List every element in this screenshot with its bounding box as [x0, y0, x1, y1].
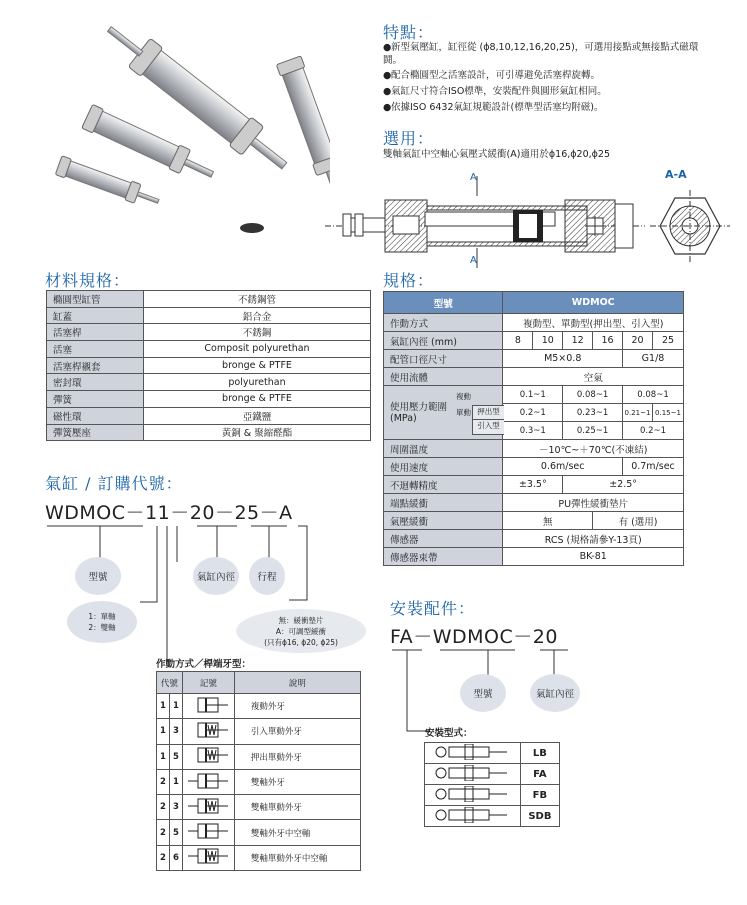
table-row [47, 341, 371, 358]
spec-value: 0.3~1 [503, 422, 563, 440]
spec-value: 0.2~1 [623, 422, 684, 440]
spec-value: 0.25~1 [563, 422, 623, 440]
actuator-symbol-icon [186, 847, 230, 865]
action-description: 押出單動外牙 [234, 744, 360, 769]
table-row [384, 386, 684, 404]
spec-value: 複動型、單動型(押出型、引入型) [503, 314, 684, 332]
table-row [157, 719, 361, 744]
actuator-symbol-icon [186, 772, 230, 790]
features-list [383, 41, 703, 114]
material-value: 亞鐵鹽 [144, 407, 371, 424]
spec-value: M5×0.8 [503, 350, 623, 368]
spec-value: 0.21~1 [623, 404, 653, 422]
spec-label: 配管口徑尺寸 [384, 350, 503, 368]
action-code-2: 1 [169, 694, 182, 719]
mount-type-icon [427, 765, 517, 781]
section-label-a-top: A [470, 172, 477, 183]
material-value: 不銹鋼管 [144, 291, 371, 308]
materials-title: 材料規格： [45, 271, 131, 290]
mount-type-icon [427, 807, 517, 823]
action-header: 代號 [157, 672, 183, 694]
usage-title: 選用： [383, 129, 435, 148]
spec-value: ±3.5° [503, 476, 563, 494]
mount-type-code: FA [520, 764, 559, 785]
section-drawing [325, 168, 730, 276]
action-code-1: 1 [157, 719, 170, 744]
spec-bore: 8 [503, 332, 533, 350]
table-row [47, 357, 371, 374]
table-row [384, 530, 684, 548]
material-part: 彈簧 [47, 391, 144, 408]
mount-type-drawing [425, 743, 521, 764]
action-symbol [182, 795, 234, 820]
table-row [425, 806, 560, 827]
action-code-1: 2 [157, 845, 170, 870]
action-code-2: 6 [169, 845, 182, 870]
spec-bore: 12 [563, 332, 593, 350]
spec-value: 有 (選用) [593, 512, 684, 530]
feature-item: ●依據ISO 6432氣缸規範設計(標準型活塞均附磁)。 [383, 102, 604, 113]
action-symbol [182, 719, 234, 744]
feature-item: ●配合橢圓型之活塞設計，可引導避免活塞桿旋轉。 [383, 70, 601, 81]
action-title: 作動方式／桿端牙型： [156, 659, 252, 670]
spec-label: 周圍溫度 [384, 440, 503, 458]
spec-value: RCS (規格請參Y-13頁) [503, 530, 684, 548]
action-code-2: 5 [169, 820, 182, 845]
bubble-cushion: 無：緩衝墊片 A：可調型緩衝 (只有ϕ16, ϕ20, ϕ25) [236, 609, 366, 653]
material-value: bronge & PTFE [144, 391, 371, 408]
action-description: 複動外牙 [234, 694, 360, 719]
spec-value: 0.08~1 [623, 386, 684, 404]
material-value: 鋁合金 [144, 307, 371, 324]
action-code-1: 1 [157, 694, 170, 719]
mount-type-code: FB [520, 785, 559, 806]
action-description: 雙軸外牙 [234, 769, 360, 794]
action-table [156, 671, 361, 871]
material-part: 缸蓋 [47, 307, 144, 324]
table-row [47, 307, 371, 324]
table-row [425, 743, 560, 764]
spec-value: 0.08~1 [563, 386, 623, 404]
spec-label: 作動方式 [384, 314, 503, 332]
action-code-1: 2 [157, 769, 170, 794]
spec-label: 使用速度 [384, 458, 503, 476]
table-row [47, 391, 371, 408]
mount-type-drawing [425, 785, 521, 806]
bubble-axis: 1：單軸 2：雙軸 [67, 601, 137, 643]
material-part: 活塞 [47, 341, 144, 358]
action-code-2: 1 [169, 769, 182, 794]
mount-type-title: 安裝型式： [425, 728, 473, 739]
spec-bore: 20 [623, 332, 653, 350]
spec-value: BK-81 [503, 548, 684, 566]
table-row [47, 374, 371, 391]
action-header: 記號 [182, 672, 234, 694]
mount-type-icon [427, 786, 517, 802]
table-row [384, 512, 684, 530]
spec-label: 使用流體 [384, 368, 503, 386]
material-part: 彈簧壓座 [47, 424, 144, 441]
spec-pressure-label: 使用壓力範圍 (MPa) 複動 單動 押出型 引入型 [384, 386, 503, 440]
spec-bore: 16 [593, 332, 623, 350]
table-row [47, 291, 371, 308]
spec-value: 無 [503, 512, 593, 530]
actuator-symbol-icon [186, 822, 230, 840]
spec-value: 0.1~1 [503, 386, 563, 404]
action-description: 引入單動外牙 [234, 719, 360, 744]
mount-type-code: SDB [520, 806, 559, 827]
table-row [384, 332, 684, 350]
feature-item: ●氣缸尺寸符合ISO標準，安裝配件與圓形氣缸相同。 [383, 86, 607, 97]
spec-value: 0.7m/sec [623, 458, 684, 476]
table-row [384, 458, 684, 476]
table-row [47, 324, 371, 341]
table-row [47, 424, 371, 441]
spec-label: 氣壓緩衝 [384, 512, 503, 530]
order-title: 氣缸 / 訂購代號： [45, 474, 183, 493]
spec-value: 0.15~1 [652, 404, 683, 422]
material-part: 磁性環 [47, 407, 144, 424]
mount-code: FA－WDMOC－20 [390, 626, 558, 648]
bubble-bore: 氣缸內徑 [193, 557, 239, 595]
table-row [384, 368, 684, 386]
feature-item: ●新型氣壓缸，缸徑從 (ϕ8,10,12,16,20,25)，可選用接點或無接點式磁環鬪。 [383, 42, 699, 66]
material-part: 活塞桿 [47, 324, 144, 341]
mount-bubble-bore: 氣缸內徑 [530, 674, 580, 712]
action-symbol [182, 769, 234, 794]
table-row [384, 350, 684, 368]
mount-title: 安裝配件： [390, 599, 476, 618]
mount-bubble-model: 型號 [460, 674, 506, 712]
spec-label: 傳感器束帶 [384, 548, 503, 566]
table-row [157, 769, 361, 794]
spec-value: 空氣 [503, 368, 684, 386]
material-part: 橢圓型缸管 [47, 291, 144, 308]
action-description: 雙軸單動外牙 [234, 795, 360, 820]
mount-type-code: LB [520, 743, 559, 764]
table-row [157, 744, 361, 769]
table-row [425, 764, 560, 785]
section-label-a-bottom: A [470, 255, 477, 266]
table-row [157, 845, 361, 870]
features-title: 特點： [383, 23, 435, 42]
materials-table [46, 290, 371, 441]
specs-title: 規格： [383, 271, 435, 290]
spec-header-model: WDMOC [503, 292, 684, 314]
spec-value: PU彈性緩衝墊片 [503, 494, 684, 512]
material-value: Composit polyurethan [144, 341, 371, 358]
table-row [47, 407, 371, 424]
action-code-2: 5 [169, 744, 182, 769]
mount-type-table [424, 742, 560, 827]
actuator-symbol-icon [186, 696, 230, 714]
action-symbol [182, 694, 234, 719]
action-symbol [182, 744, 234, 769]
mount-type-icon [427, 744, 517, 760]
material-value: 黃銅 & 聚縮醛酯 [144, 424, 371, 441]
material-part: 活塞桿襯套 [47, 357, 144, 374]
spec-value: 0.2~1 [503, 404, 563, 422]
action-code-1: 2 [157, 820, 170, 845]
material-part: 密封環 [47, 374, 144, 391]
specs-table [383, 291, 684, 566]
actuator-symbol-icon [186, 721, 230, 739]
table-row [157, 694, 361, 719]
spec-value: G1/8 [623, 350, 684, 368]
table-row [384, 314, 684, 332]
action-description: 雙軸單動外牙中空軸 [234, 845, 360, 870]
mount-type-drawing [425, 806, 521, 827]
bubble-model: 型號 [75, 557, 121, 595]
usage-text: 雙軸氣缸中空軸心氣壓式緩衝(A)適用於ϕ16,ϕ20,ϕ25 [383, 149, 611, 160]
spec-value: 0.23~1 [563, 404, 623, 422]
actuator-symbol-icon [186, 746, 230, 764]
spec-value: 0.6m/sec [503, 458, 623, 476]
table-row [157, 820, 361, 845]
table-row [384, 494, 684, 512]
spec-header-key: 型號 [384, 292, 503, 314]
actuator-symbol-icon [186, 797, 230, 815]
material-value: bronge & PTFE [144, 357, 371, 374]
action-description: 雙軸外牙中空軸 [234, 820, 360, 845]
action-symbol [182, 845, 234, 870]
table-row [384, 440, 684, 458]
table-row [425, 785, 560, 806]
spec-bore: 25 [652, 332, 683, 350]
spec-label: 傳感器 [384, 530, 503, 548]
order-code: WDMOC－11－20－25－A [45, 502, 293, 524]
material-value: 不銹鋼 [144, 324, 371, 341]
table-row [157, 795, 361, 820]
bubble-stroke: 行程 [249, 557, 285, 595]
action-code-1: 2 [157, 795, 170, 820]
spec-value: －10℃~＋70℃(不凍結) [503, 440, 684, 458]
mount-type-drawing [425, 764, 521, 785]
material-value: polyurethan [144, 374, 371, 391]
action-header: 說明 [234, 672, 360, 694]
action-symbol [182, 820, 234, 845]
spec-label: 氣缸內徑 (mm) [384, 332, 503, 350]
spec-label: 端點緩衝 [384, 494, 503, 512]
table-row [384, 476, 684, 494]
action-code-2: 3 [169, 719, 182, 744]
spec-value: ±2.5° [563, 476, 684, 494]
section-label-aa: A-A [665, 168, 687, 181]
action-code-2: 3 [169, 795, 182, 820]
spec-label: 不迴轉精度 [384, 476, 503, 494]
spec-bore: 10 [533, 332, 563, 350]
action-code-1: 1 [157, 744, 170, 769]
table-row [384, 548, 684, 566]
product-photo [40, 20, 330, 235]
